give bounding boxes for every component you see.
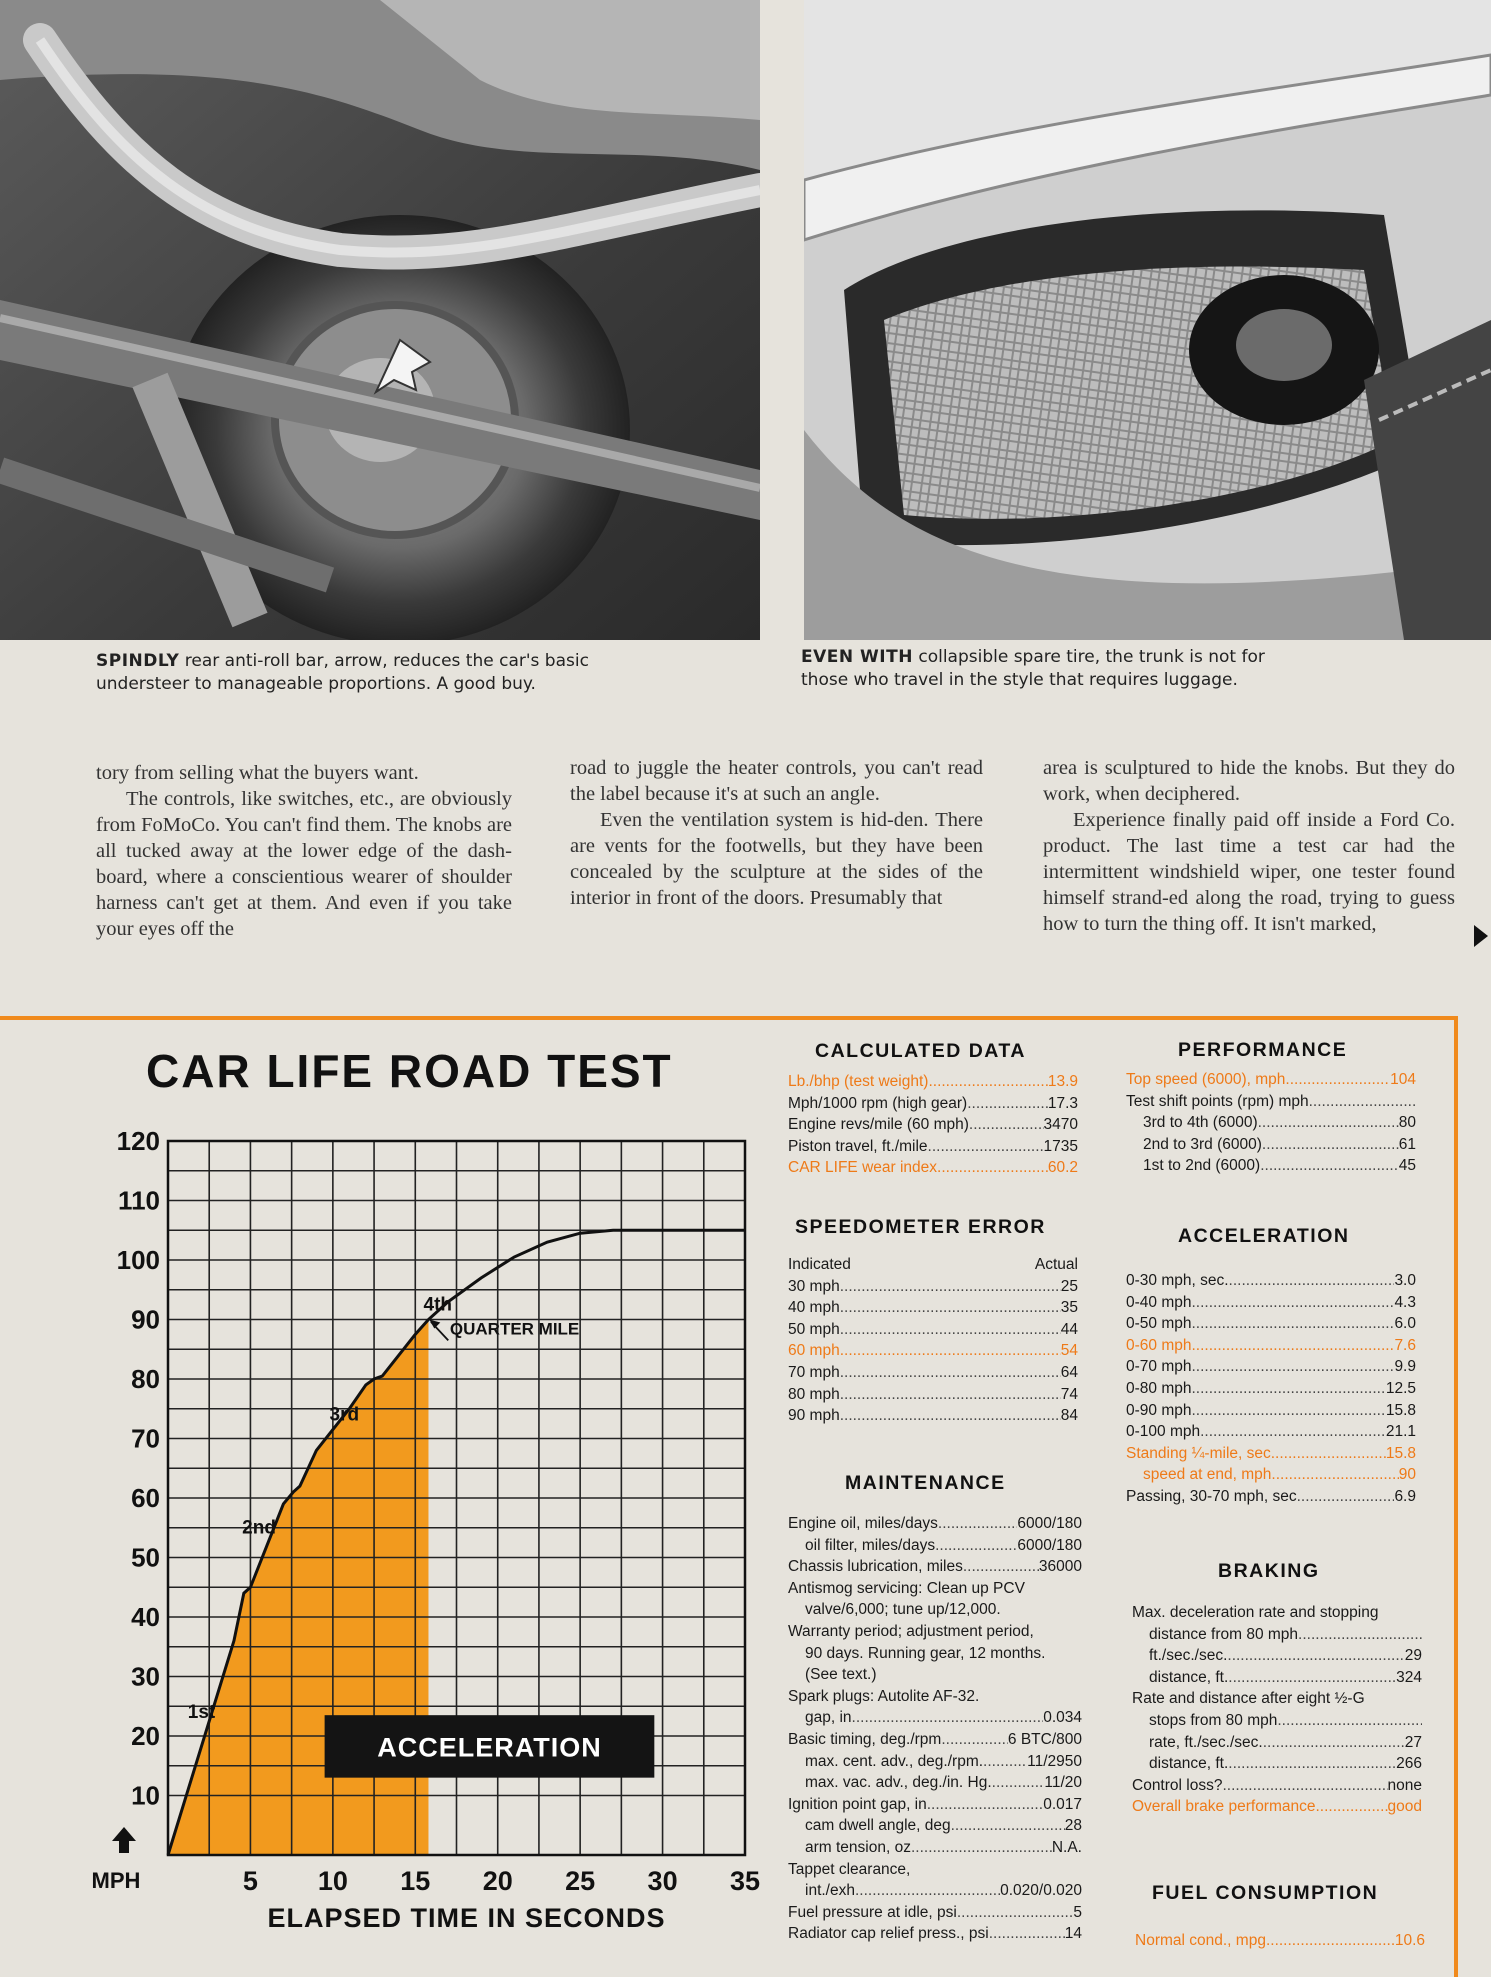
table-row	[1126, 1356, 1416, 1378]
row-value: N.A.	[1051, 1838, 1082, 1856]
article-paragraph: Even the ventilation system is hid-den. There are vents for the footwells, but they have been concealed by the sculpture at the sides of the interior in front of the doors. Presumably that	[570, 809, 983, 909]
row-label: 40 mph	[788, 1299, 840, 1317]
row-label: 60 mph	[788, 1342, 840, 1360]
leader-dots	[852, 1707, 1044, 1729]
leader-dots	[840, 1319, 1061, 1341]
table-row	[788, 1405, 1078, 1427]
row-label: Test shift points (rpm) mph	[1126, 1092, 1309, 1110]
speedometer-header	[788, 1254, 1078, 1276]
row-value: 74	[1060, 1385, 1078, 1403]
y-tick-label: 70	[131, 1423, 160, 1454]
leader-dots	[1258, 1112, 1399, 1134]
leader-dots	[1191, 1356, 1394, 1378]
article-paragraph: The controls, like switches, etc., are obviously from FoMoCo. You can't find them. The knobs are all tucked away at the lower edge of the dash-board, where a conscientious wearer of shoulder harness can't get at them. And even if you take your eyes off the	[96, 788, 512, 940]
row-value: 27	[1404, 1733, 1422, 1751]
x-tick-label: 15	[400, 1866, 431, 1896]
acceleration-title: ACCELERATION	[1178, 1225, 1350, 1247]
row-value: 324	[1396, 1668, 1422, 1686]
table-row	[1132, 1710, 1422, 1732]
table-row	[788, 1535, 1082, 1557]
article-column-2	[570, 755, 983, 911]
row-value: 6.0	[1394, 1315, 1416, 1333]
y-tick-label: 80	[131, 1364, 160, 1394]
table-row	[788, 1837, 1082, 1859]
table-row	[788, 1751, 1082, 1773]
caption-right-line2: those who travel in the style that requires luggage.	[801, 670, 1238, 690]
table-row	[1126, 1486, 1416, 1508]
row-value: 14	[1064, 1925, 1082, 1943]
y-tick-label: 20	[131, 1721, 160, 1751]
leader-dots	[957, 1902, 1074, 1924]
article-paragraph: tory from selling what the buyers want.	[96, 762, 419, 784]
table-note: Warranty period; adjustment period,	[788, 1622, 1034, 1640]
caption-left	[96, 650, 716, 696]
caption-left-line1: rear anti-roll bar, arrow, reduces the car's basic	[184, 651, 589, 671]
acceleration-chart	[0, 1047, 790, 1977]
speedometer-error-title: SPEEDOMETER ERROR	[795, 1216, 1046, 1238]
row-label: distance, ft.	[1149, 1755, 1229, 1773]
leader-dots	[1316, 1796, 1388, 1818]
leader-dots	[1227, 1645, 1404, 1667]
y-tick-label: 10	[131, 1780, 160, 1811]
row-label: distance, ft.	[1149, 1668, 1229, 1686]
table-note: Antismog servicing: Clean up PCV	[788, 1579, 1025, 1597]
row-label: max. vac. adv., deg./in. Hg.	[805, 1774, 992, 1792]
row-label: 0-40 mph	[1126, 1293, 1192, 1311]
row-value: 5	[1073, 1903, 1082, 1921]
leader-dots	[1275, 1443, 1386, 1465]
table-note: Max. deceleration rate and stopping	[1132, 1604, 1379, 1621]
row-value: 0.034	[1043, 1709, 1082, 1727]
caption-right-line1: collapsible spare tire, the trunk is not for	[918, 647, 1265, 667]
table-note: Tappet clearance,	[788, 1860, 911, 1878]
row-value: 9.9	[1394, 1358, 1416, 1376]
row-value: good	[1387, 1798, 1422, 1816]
row-label: Top speed (6000), mph	[1126, 1071, 1286, 1088]
row-label: Engine oil, miles/days	[788, 1515, 938, 1532]
table-row	[1126, 1378, 1416, 1400]
leader-dots	[1228, 1667, 1396, 1689]
row-label: 2nd to 3rd (6000)	[1143, 1135, 1262, 1153]
y-tick-label: 90	[131, 1304, 160, 1335]
table-row	[788, 1071, 1078, 1093]
row-label: Basic timing, deg./rpm	[788, 1730, 942, 1748]
row-label: ft./sec./sec.	[1149, 1647, 1228, 1665]
row-value: 84	[1060, 1407, 1078, 1425]
table-row	[788, 1880, 1082, 1902]
leader-dots	[1200, 1421, 1386, 1443]
row-label: Control loss?	[1132, 1776, 1223, 1794]
y-tick-label: 120	[116, 1126, 160, 1156]
row-label: 0-30 mph, sec.	[1126, 1272, 1229, 1289]
y-tick-label: 40	[131, 1602, 160, 1632]
leader-dots	[989, 1923, 1065, 1945]
row-label: Overall brake performance	[1132, 1798, 1316, 1816]
continue-triangle-right-icon	[1474, 925, 1488, 947]
row-label: int./exh	[805, 1882, 855, 1900]
performance-title: PERFORMANCE	[1178, 1039, 1348, 1061]
leader-dots	[1285, 1069, 1390, 1091]
table-row	[788, 1815, 1082, 1837]
table-row	[788, 1384, 1078, 1406]
row-value: 29	[1404, 1647, 1422, 1665]
row-label: 1st to 2nd (6000)	[1143, 1157, 1261, 1175]
leader-dots	[992, 1772, 1045, 1794]
leader-dots	[1297, 1486, 1395, 1508]
panel-right-rule	[1454, 1016, 1458, 1977]
row-label: stops from 80 mph	[1149, 1711, 1278, 1729]
row-label: 3rd to 4th (6000)	[1143, 1114, 1258, 1132]
leader-dots	[941, 1729, 1008, 1751]
leader-dots	[1262, 1134, 1399, 1156]
maintenance-table	[788, 1513, 1082, 1945]
table-row	[788, 1362, 1078, 1384]
table-row	[788, 1772, 1082, 1794]
gear-label: 3rd	[329, 1404, 360, 1426]
table-row	[1132, 1667, 1422, 1689]
table-row	[788, 1513, 1082, 1535]
table-row	[788, 1157, 1078, 1179]
y-tick-label: 60	[131, 1483, 160, 1513]
x-tick-label: 35	[729, 1866, 761, 1896]
table-row	[788, 1902, 1082, 1924]
table-note: (See text.)	[805, 1666, 877, 1684]
panel-top-rule	[0, 1016, 1458, 1020]
table-row	[1132, 1732, 1422, 1754]
row-value: 4.3	[1394, 1293, 1416, 1311]
leader-dots	[840, 1297, 1061, 1319]
leader-dots	[983, 1751, 1027, 1773]
row-value: 6.9	[1394, 1487, 1416, 1505]
article-column-1	[96, 760, 512, 942]
row-value: 35	[1060, 1299, 1078, 1317]
caption-right-lead: EVEN WITH	[801, 647, 913, 667]
row-label: 0-90 mph	[1126, 1401, 1192, 1419]
table-note: Spark plugs: Autolite AF-32.	[788, 1687, 980, 1705]
caption-right	[801, 646, 1421, 692]
leader-dots	[937, 1157, 1048, 1179]
article-paragraph: Experience finally paid off inside a Ford Co. product. The last time a test car had the intermittent windshield wiper, one tester found himself strand-ed along the road, trying to guess how to turn the thing off. It isn't marked,	[1043, 809, 1455, 935]
row-value: 12.5	[1385, 1379, 1416, 1397]
row-value: 1735	[1043, 1137, 1078, 1155]
leader-dots	[1298, 1624, 1422, 1646]
y-tick-label: 110	[118, 1185, 160, 1216]
leader-dots	[951, 1815, 1065, 1837]
leader-dots	[1266, 1930, 1395, 1952]
row-value: none	[1387, 1776, 1422, 1794]
article-paragraph: road to juggle the heater controls, you can't read the label because it's at such an angle.	[570, 757, 983, 805]
row-label: 0-60 mph	[1126, 1336, 1192, 1354]
braking-table	[1132, 1602, 1422, 1818]
table-row	[788, 1297, 1078, 1319]
row-value: 6000/180	[1017, 1536, 1082, 1554]
row-value: 6 BTC/800	[1007, 1730, 1082, 1748]
row-value: 17.3	[1047, 1094, 1078, 1112]
speedometer-actual-label: Actual	[1034, 1256, 1078, 1273]
leader-dots	[840, 1276, 1061, 1298]
table-row	[1126, 1069, 1416, 1091]
table-row	[788, 1340, 1078, 1362]
row-label: 90 mph	[788, 1407, 840, 1425]
x-tick-label: 5	[242, 1866, 258, 1896]
table-row	[1126, 1155, 1416, 1177]
table-row	[1132, 1624, 1422, 1646]
leader-dots	[1191, 1400, 1385, 1422]
leader-dots	[963, 1556, 1039, 1578]
article-column-3	[1043, 755, 1455, 937]
leader-dots	[840, 1405, 1061, 1427]
row-value: 3.0	[1394, 1272, 1416, 1289]
row-label: 0-50 mph	[1126, 1315, 1192, 1333]
row-value: 0.020/0.020	[1000, 1882, 1082, 1900]
performance-table	[1126, 1069, 1416, 1177]
chart-title: CAR LIFE ROAD TEST	[146, 1045, 673, 1097]
row-value: 3470	[1043, 1116, 1078, 1134]
row-label: 0-100 mph	[1126, 1423, 1201, 1441]
row-label: distance from 80 mph	[1149, 1625, 1299, 1643]
gear-label: 1st	[187, 1702, 216, 1724]
caption-left-lead: SPINDLY	[96, 651, 180, 671]
row-value: 10.6	[1394, 1932, 1425, 1949]
y-axis-label: MPH	[91, 1868, 141, 1893]
row-value: 266	[1396, 1755, 1422, 1773]
leader-dots	[1191, 1335, 1394, 1357]
table-row	[788, 1794, 1082, 1816]
row-label: cam dwell angle, deg	[805, 1817, 951, 1835]
row-label: Ignition point gap, in	[788, 1795, 927, 1813]
row-label: Mph/1000 rpm (high gear)	[788, 1094, 968, 1112]
maintenance-title: MAINTENANCE	[845, 1472, 1006, 1494]
leader-dots	[1263, 1732, 1405, 1754]
braking-title: BRAKING	[1218, 1560, 1320, 1582]
x-tick-label: 25	[565, 1866, 596, 1896]
row-label: rate, ft./sec./sec.	[1149, 1733, 1263, 1751]
row-value: 90	[1398, 1466, 1416, 1484]
row-label: speed at end, mph	[1143, 1466, 1272, 1484]
table-row	[788, 1707, 1082, 1729]
calculated-data-table	[788, 1071, 1078, 1179]
row-label: Lb./bhp (test weight)	[788, 1073, 929, 1090]
leader-dots	[1309, 1091, 1416, 1113]
leader-dots	[938, 1513, 1017, 1535]
row-label: 70 mph	[788, 1363, 840, 1381]
row-value: 61	[1398, 1135, 1416, 1153]
arrow-up-icon	[112, 1827, 136, 1853]
row-label: 30 mph	[788, 1277, 840, 1295]
gear-label: 2nd	[242, 1517, 276, 1539]
table-row	[1132, 1645, 1422, 1667]
leader-dots	[969, 1114, 1044, 1136]
leader-dots	[927, 1794, 1043, 1816]
table-row	[788, 1114, 1078, 1136]
row-label: Fuel pressure at idle, psi	[788, 1903, 957, 1921]
fuel-consumption-title: FUEL CONSUMPTION	[1152, 1882, 1379, 1904]
row-label: Passing, 30-70 mph, sec	[1126, 1487, 1297, 1505]
row-value: 6000/180	[1017, 1515, 1082, 1532]
speedometer-rows	[788, 1276, 1078, 1427]
table-row	[1132, 1753, 1422, 1775]
row-value: 21.1	[1385, 1423, 1416, 1441]
quarter-mile-arrowhead	[429, 1320, 440, 1329]
row-value: 45	[1398, 1157, 1416, 1175]
row-value: 15.8	[1385, 1444, 1416, 1462]
table-row	[1135, 1930, 1425, 1952]
row-label: oil filter, miles/days	[805, 1536, 936, 1554]
leader-dots	[1277, 1710, 1422, 1732]
row-value: 7.6	[1394, 1336, 1416, 1354]
table-row	[1126, 1464, 1416, 1486]
leader-dots	[840, 1362, 1061, 1384]
row-label: Piston travel, ft./mile	[788, 1137, 928, 1155]
row-label: Chassis lubrication, miles	[788, 1558, 963, 1576]
row-label: 0-70 mph	[1126, 1358, 1192, 1376]
table-row	[788, 1093, 1078, 1115]
table-note: 90 days. Running gear, 12 months.	[805, 1644, 1046, 1662]
x-tick-label: 10	[317, 1866, 348, 1896]
row-label: Standing ¼-mile, sec.	[1126, 1444, 1276, 1462]
calculated-data-title: CALCULATED DATA	[815, 1040, 1026, 1062]
gear-label: 4th	[423, 1294, 453, 1316]
leader-dots	[840, 1340, 1061, 1362]
row-label: 50 mph	[788, 1320, 840, 1338]
table-row	[1126, 1335, 1416, 1357]
row-value: 60.2	[1047, 1159, 1078, 1177]
leader-dots	[967, 1093, 1048, 1115]
row-label: Engine revs/mile (60 mph)	[788, 1116, 969, 1134]
row-label: 80 mph	[788, 1385, 840, 1403]
acceleration-banner-label: ACCELERATION	[377, 1732, 602, 1763]
table-row	[788, 1556, 1082, 1578]
leader-dots	[1228, 1753, 1396, 1775]
leader-dots	[1191, 1313, 1394, 1335]
leader-dots	[928, 1071, 1047, 1093]
table-row	[1126, 1400, 1416, 1422]
row-value: 28	[1064, 1817, 1082, 1835]
row-value: 11/2950	[1027, 1752, 1082, 1770]
row-label: Radiator cap relief press., psi	[788, 1925, 989, 1943]
x-tick-label: 20	[482, 1866, 513, 1896]
row-value: 15.8	[1385, 1401, 1416, 1419]
table-row	[1126, 1421, 1416, 1443]
row-label: Normal cond., mpg	[1135, 1932, 1266, 1949]
leader-dots	[1191, 1378, 1385, 1400]
caption-left-line2: understeer to manageable proportions. A good buy.	[96, 674, 536, 694]
y-tick-label: 30	[131, 1661, 160, 1692]
leader-dots	[855, 1880, 1000, 1902]
table-row	[788, 1319, 1078, 1341]
fuel-consumption-table	[1135, 1930, 1425, 1952]
row-label: gap, in	[805, 1709, 852, 1727]
article-paragraph: area is sculptured to hide the knobs. But they do work, when deciphered.	[1043, 757, 1455, 805]
acceleration-table	[1126, 1270, 1416, 1508]
rear-suspension-photo	[0, 0, 760, 640]
leader-dots	[935, 1535, 1017, 1557]
leader-dots	[1222, 1775, 1387, 1797]
leader-dots	[1229, 1270, 1395, 1292]
row-label: CAR LIFE wear index	[788, 1159, 938, 1177]
row-label: max. cent. adv., deg./rpm.	[805, 1752, 984, 1770]
table-row	[788, 1729, 1082, 1751]
speedometer-error-table	[788, 1254, 1078, 1427]
trunk-photo	[804, 0, 1491, 640]
x-tick-label: 30	[647, 1866, 678, 1896]
row-label: arm tension, oz	[805, 1838, 911, 1856]
table-row	[1132, 1796, 1422, 1818]
row-value: 44	[1060, 1320, 1078, 1338]
table-row	[1132, 1775, 1422, 1797]
leader-dots	[1260, 1155, 1399, 1177]
table-row	[1126, 1443, 1416, 1465]
leader-dots	[928, 1136, 1044, 1158]
table-row	[1126, 1313, 1416, 1335]
table-row	[1126, 1091, 1416, 1113]
leader-dots	[1271, 1464, 1398, 1486]
table-row	[788, 1136, 1078, 1158]
row-value: 64	[1060, 1363, 1078, 1381]
row-value: 36000	[1038, 1558, 1082, 1576]
table-row	[1126, 1134, 1416, 1156]
table-row	[1126, 1270, 1416, 1292]
y-tick-label: 100	[116, 1245, 160, 1275]
table-row	[788, 1923, 1082, 1945]
row-value: 25	[1060, 1277, 1078, 1295]
table-note: valve/6,000; tune up/12,000.	[805, 1601, 1001, 1619]
table-row	[1126, 1292, 1416, 1314]
leader-dots	[840, 1384, 1061, 1406]
row-value: 11/20	[1044, 1774, 1082, 1792]
row-label: 0-80 mph	[1126, 1379, 1192, 1397]
table-note: Rate and distance after eight ½-G	[1132, 1690, 1365, 1708]
leader-dots	[1191, 1292, 1394, 1314]
quarter-mile-label: QUARTER MILE	[449, 1319, 580, 1339]
leader-dots	[911, 1837, 1052, 1859]
y-tick-label: 50	[131, 1542, 160, 1573]
table-row	[788, 1276, 1078, 1298]
table-row	[1126, 1112, 1416, 1134]
row-value: 104	[1390, 1071, 1416, 1088]
speedometer-indicated-label: Indicated	[788, 1256, 851, 1273]
row-value: 13.9	[1047, 1073, 1078, 1090]
x-axis-label: ELAPSED TIME IN SECONDS	[267, 1903, 666, 1933]
row-value: 54	[1060, 1342, 1078, 1360]
row-value: 0.017	[1043, 1795, 1082, 1813]
row-value: 80	[1398, 1114, 1416, 1132]
